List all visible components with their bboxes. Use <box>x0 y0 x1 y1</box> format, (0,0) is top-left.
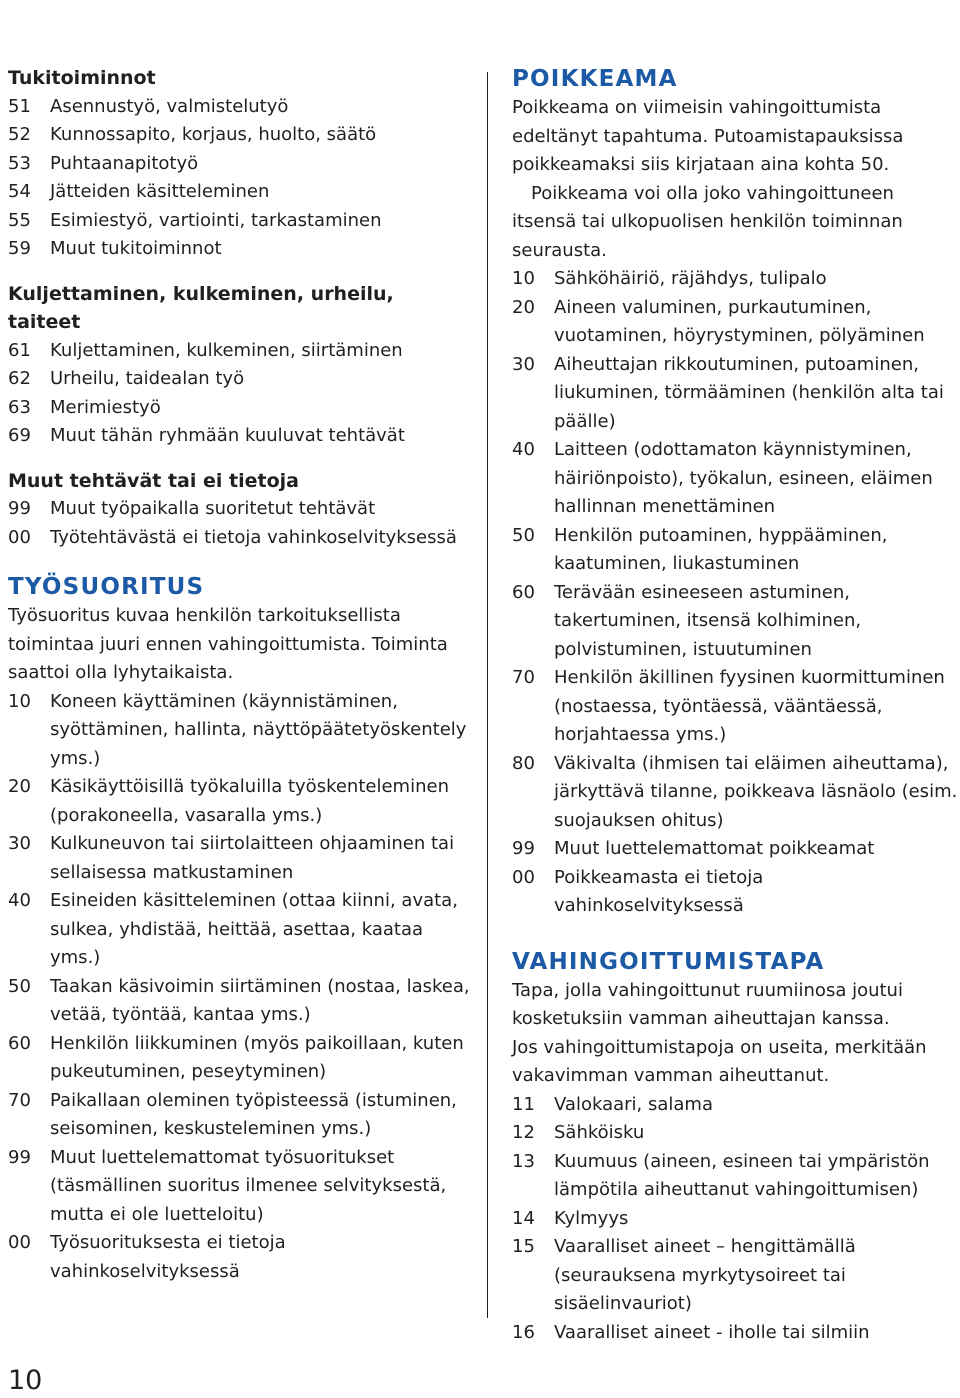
list-kuljettaminen <box>8 337 470 451</box>
item-text: Kylmyys <box>554 1207 629 1229</box>
list-item <box>512 1205 958 1234</box>
item-text: Laitteen (odottamaton käynnistyminen, häiriönpoisto), työkalun, esineen, eläimen hallinnan menettäminen <box>554 439 933 517</box>
list-item <box>512 265 958 294</box>
item-code: 99 <box>8 1146 31 1168</box>
item-code: 69 <box>8 425 31 446</box>
list-item <box>512 1319 958 1348</box>
item-text: Urheilu, taidealan työ <box>50 368 245 389</box>
item-text: Paikallaan oleminen työpisteessä (istuminen, seisominen, keskusteleminen yms.) <box>50 1089 457 1139</box>
list-item <box>512 750 958 836</box>
right-column <box>512 64 958 1347</box>
list-vahingoittumistapa <box>512 1091 958 1348</box>
poikkeama-intro-1: Poikkeama on viimeisin vahingoittumista edeltänyt tapahtuma. Putoamistapauksissa poikkeamaksi siis kirjataan aina kohta 50. <box>512 97 904 175</box>
item-code: 54 <box>8 181 31 202</box>
item-code: 50 <box>8 975 31 997</box>
list-item <box>512 1091 958 1120</box>
item-text: Merimiestyö <box>50 396 161 418</box>
list-item <box>8 1229 470 1286</box>
list-item <box>512 864 958 921</box>
item-code: 20 <box>8 776 31 797</box>
list-item <box>512 1233 958 1319</box>
item-code: 20 <box>512 296 535 318</box>
item-code: 30 <box>8 833 31 854</box>
item-code: 53 <box>8 152 31 174</box>
item-text: Esimiestyö, vartiointi, tarkastaminen <box>50 209 382 231</box>
item-code: 50 <box>512 524 535 546</box>
item-text: Aineen valuminen, purkautuminen, vuotaminen, höyrystyminen, pölyäminen <box>554 296 925 346</box>
list-muut <box>8 495 470 552</box>
item-text: Kulkuneuvon tai siirtolaitteen ohjaaminen tai sellaisessa matkustaminen <box>50 833 455 883</box>
list-item <box>512 579 958 665</box>
item-code: 62 <box>8 368 31 389</box>
item-code: 10 <box>8 690 31 712</box>
section-title-poikkeama: POIKKEAMA <box>512 66 678 92</box>
item-text: Terävään esineeseen astuminen, takertuminen, itsensä kolhiminen, polvistuminen, istuutuminen <box>554 581 862 660</box>
list-item <box>8 524 470 553</box>
list-item <box>8 773 470 830</box>
list-item <box>512 664 958 750</box>
item-text: Muut tähän ryhmään kuuluvat tehtävät <box>50 425 405 446</box>
section-title-vahingoittumistapa: VAHINGOITTUMISTAPA <box>512 948 825 975</box>
item-text: Esineiden käsitteleminen (ottaa kiinni, avata, sulkea, yhdistää, heittää, asettaa, kaataa yms.) <box>50 890 458 968</box>
item-text: Muut työpaikalla suoritetut tehtävät <box>50 498 376 519</box>
item-text: Työtehtävästä ei tietoja vahinkoselvityksessä <box>50 526 457 548</box>
item-code: 60 <box>8 1032 31 1054</box>
item-code: 80 <box>512 752 535 774</box>
list-item <box>8 394 470 423</box>
item-text: Henkilön putoaminen, hyppääminen, kaatuminen, liukastuminen <box>554 524 888 574</box>
item-text: Kunnossapito, korjaus, huolto, säätö <box>50 124 377 145</box>
column-divider <box>487 72 488 1318</box>
item-code: 51 <box>8 95 31 117</box>
item-text: Muut luettelemattomat työsuoritukset (täsmällinen suoritus ilmenee selvityksestä, mutta ei ole luetteloitu) <box>50 1146 447 1225</box>
item-code: 11 <box>512 1093 535 1115</box>
list-item <box>8 93 470 122</box>
item-code: 15 <box>512 1236 535 1257</box>
list-tukitoiminnot <box>8 93 470 264</box>
list-item <box>8 688 470 774</box>
item-text: Jätteiden käsitteleminen <box>50 181 270 202</box>
item-text: Taakan käsivoimin siirtäminen (nostaa, laskea, vetää, työntää, kantaa yms.) <box>50 975 470 1025</box>
item-code: 55 <box>8 209 31 231</box>
item-code: 59 <box>8 238 31 259</box>
item-code: 99 <box>512 838 535 859</box>
item-code: 00 <box>8 1232 31 1253</box>
item-text: Vaaralliset aineet - iholle tai silmiin <box>554 1321 870 1343</box>
item-code: 63 <box>8 396 31 418</box>
section-heading-tukitoiminnot: Tukitoiminnot <box>8 67 156 89</box>
list-item <box>8 337 470 366</box>
item-text: Muut tukitoiminnot <box>50 238 222 259</box>
item-text: Työsuorituksesta ei tietoja vahinkoselvityksessä <box>50 1232 286 1282</box>
item-code: 16 <box>512 1321 535 1343</box>
list-item <box>8 235 470 264</box>
item-code: 12 <box>512 1122 535 1143</box>
item-code: 70 <box>512 667 535 688</box>
item-text: Henkilön liikkuminen (myös paikoillaan, kuten pukeutuminen, peseytyminen) <box>50 1032 464 1082</box>
item-text: Henkilön äkillinen fyysinen kuormittuminen (nostaessa, työntäessä, vääntäessä, horjahtaessa yms.) <box>554 667 945 745</box>
item-code: 52 <box>8 124 31 145</box>
left-column <box>8 64 470 1286</box>
item-code: 40 <box>512 439 535 460</box>
list-item <box>8 150 470 179</box>
page-number: 10 <box>8 1365 43 1396</box>
list-item <box>8 830 470 887</box>
item-code: 14 <box>512 1207 535 1229</box>
list-item <box>8 1087 470 1144</box>
item-text: Aiheuttajan rikkoutuminen, putoaminen, liukuminen, törmääminen (henkilön alta tai päälle) <box>554 353 944 432</box>
section-title-tyosuoritus: TYÖSUORITUS <box>8 574 205 600</box>
list-item <box>512 351 958 437</box>
list-item <box>8 1030 470 1087</box>
item-code: 13 <box>512 1150 535 1172</box>
list-item <box>8 365 470 394</box>
list-item <box>512 436 958 522</box>
poikkeama-intro-2: Poikkeama voi olla joko vahingoittuneen itsensä tai ulkopuolisen henkilön toiminnan seurausta. <box>512 182 903 261</box>
item-code: 00 <box>512 866 535 888</box>
item-text: Sähköhäiriö, räjähdys, tulipalo <box>554 268 827 289</box>
list-poikkeama <box>512 265 958 921</box>
item-text: Koneen käyttäminen (käynnistäminen, syöttäminen, hallinta, näyttöpäätetyöskentely yms.) <box>50 690 467 769</box>
list-item <box>8 121 470 150</box>
list-item <box>8 887 470 973</box>
item-text: Puhtaanapitotyö <box>50 152 199 174</box>
item-text: Kuumuus (aineen, esineen tai ympäristön lämpötila aiheuttanut vahingoittumisen) <box>554 1150 930 1200</box>
item-code: 10 <box>512 268 535 289</box>
list-item <box>8 178 470 207</box>
item-code: 60 <box>512 581 535 603</box>
item-code: 30 <box>512 353 535 375</box>
section-heading-kuljettaminen: Kuljettaminen, kulkeminen, urheilu, taiteet <box>8 282 394 333</box>
item-code: 61 <box>8 339 31 361</box>
list-item <box>512 835 958 864</box>
item-text: Poikkeamasta ei tietoja vahinkoselvityksessä <box>554 866 764 916</box>
item-text: Asennustyö, valmistelutyö <box>50 95 289 117</box>
item-code: 99 <box>8 498 31 519</box>
item-code: 00 <box>8 526 31 548</box>
item-code: 40 <box>8 890 31 911</box>
item-text: Muut luettelemattomat poikkeamat <box>554 838 875 859</box>
list-item <box>512 1119 958 1148</box>
item-text: Sähköisku <box>554 1122 645 1143</box>
item-text: Kuljettaminen, kulkeminen, siirtäminen <box>50 339 403 361</box>
item-text: Käsikäyttöisillä työkaluilla työskenteleminen (porakoneella, vasaralla yms.) <box>50 776 449 826</box>
list-item <box>512 522 958 579</box>
item-code: 70 <box>8 1089 31 1111</box>
item-text: Väkivalta (ihmisen tai eläimen aiheuttama), järkyttävä tilanne, poikkeava läsnäolo (esim. suojauksen ohitus) <box>554 752 958 831</box>
item-text: Vaaralliset aineet – hengittämällä (seurauksena myrkytysoireet tai sisäelinvauriot) <box>554 1236 856 1314</box>
list-item <box>8 1144 470 1230</box>
list-item <box>8 207 470 236</box>
item-text: Valokaari, salama <box>554 1093 713 1115</box>
list-item <box>8 495 470 524</box>
list-tyosuoritus <box>8 688 470 1287</box>
vahingoittumistapa-intro-2: Jos vahingoittumistapoja on useita, merkitään vakavimman vamman aiheuttanut. <box>512 1036 927 1086</box>
list-item <box>8 422 470 451</box>
list-item <box>512 1148 958 1205</box>
section-heading-muut: Muut tehtävät tai ei tietoja <box>8 469 299 492</box>
tyosuoritus-intro: Työsuoritus kuvaa henkilön tarkoituksellista toimintaa juuri ennen vahingoittumista. Toiminta saattoi olla lyhytaikaista. <box>8 605 448 683</box>
list-item <box>8 973 470 1030</box>
list-item <box>512 294 958 351</box>
vahingoittumistapa-intro-1: Tapa, jolla vahingoittunut ruumiinosa joutui kosketuksiin vamman aiheuttajan kanssa. <box>512 979 903 1029</box>
